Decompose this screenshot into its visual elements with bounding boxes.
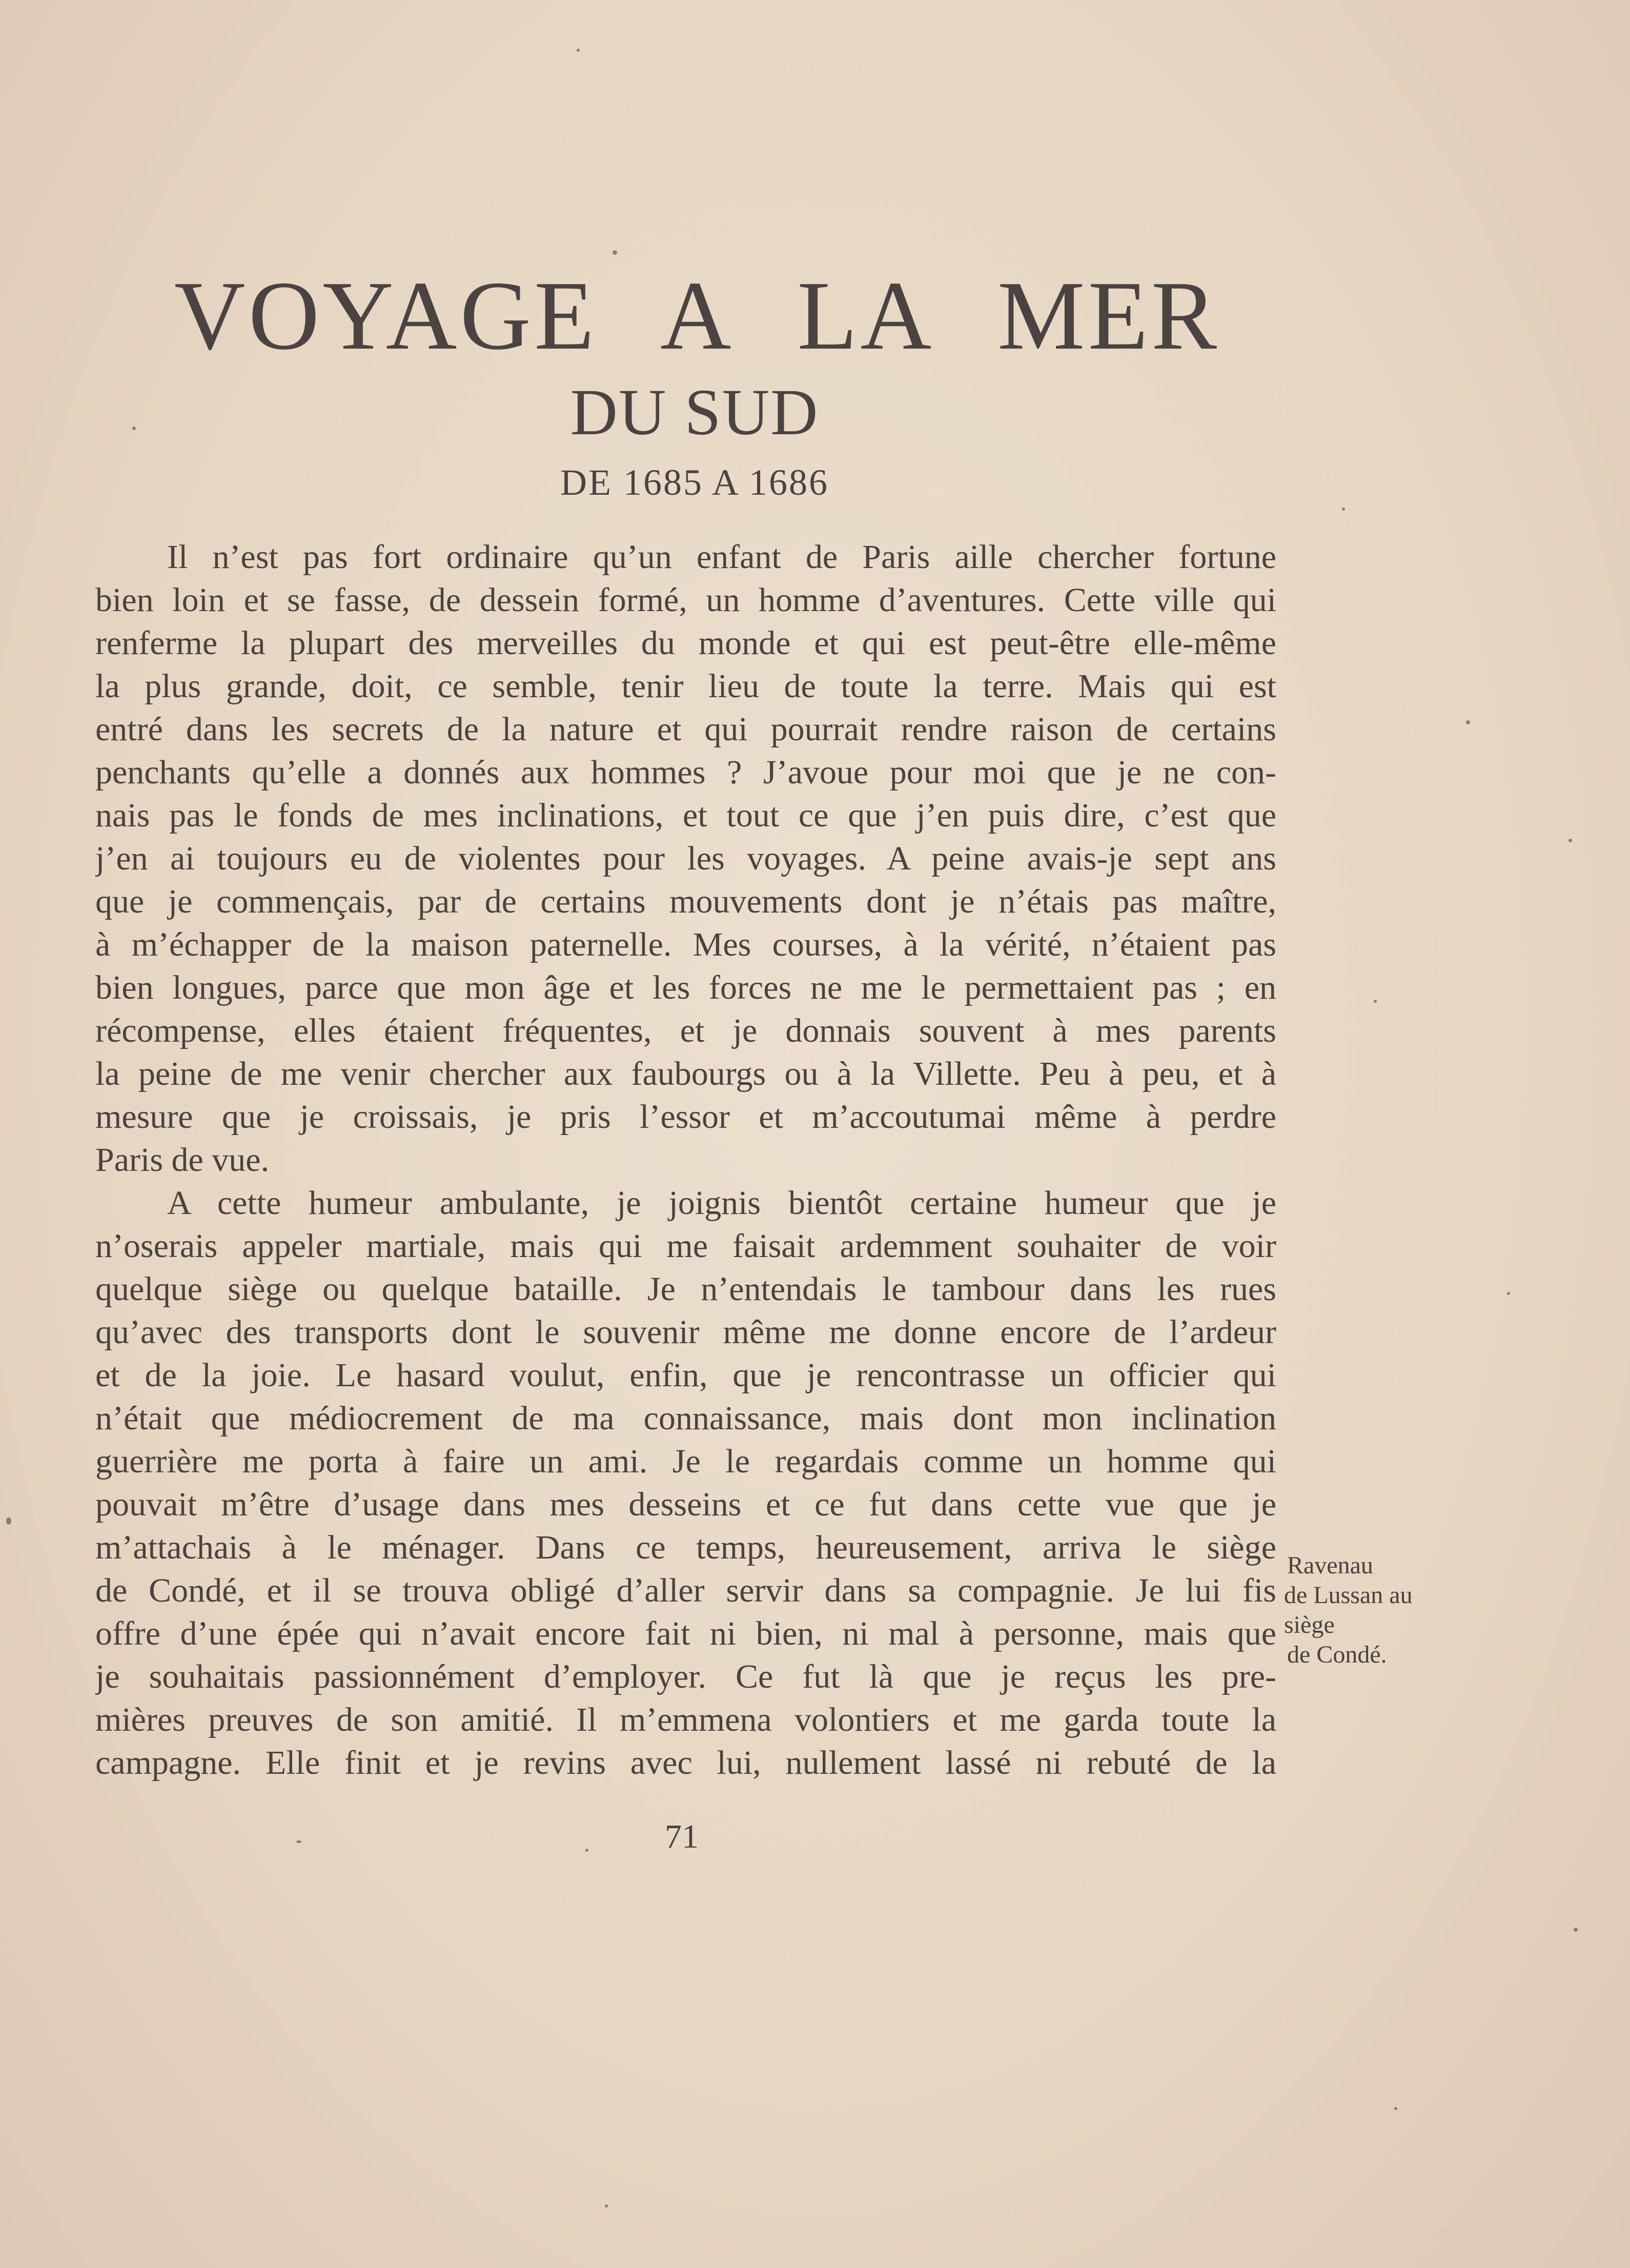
paper-speck [296, 1840, 301, 1843]
text-line: j’en ai toujours eu de violentes pour les voyages. A peine avais-je sept ans [95, 840, 1276, 877]
text-line: renferme la plupart des merveilles du monde et qui est peut-être elle-même [95, 624, 1276, 662]
text-line: entré dans les secrets de la nature et qui pourrait rendre raison de certains [95, 711, 1276, 748]
paper-speck [1374, 1000, 1377, 1003]
text-line: pouvait m’être d’usage dans mes desseins et ce fut dans cette vue que je [95, 1486, 1276, 1523]
text-line: et de la joie. Le hasard voulut, enfin, que je rencontrasse un officier qui [95, 1356, 1276, 1394]
paper-speck [613, 250, 617, 255]
text-line: Paris de vue. [95, 1141, 270, 1179]
chapter-dates: DE 1685 A 1686 [560, 462, 829, 503]
paper-speck [1574, 1928, 1578, 1932]
paper-speck [132, 427, 136, 430]
chapter-subtitle: DU SUD [570, 376, 819, 449]
text-line: mesure que je croissais, je pris l’essor et m’accoutumai même à perdre [95, 1098, 1276, 1136]
text-line: nais pas le fonds de mes inclinations, et tout ce que j’en puis dire, c’est que [95, 797, 1276, 834]
paper-speck [1507, 1292, 1510, 1295]
chapter-title: VOYAGE A LA MER [174, 261, 1220, 370]
text-line: récompense, elles étaient fréquentes, et je donnais souvent à mes parents [95, 1012, 1276, 1049]
text-line: je souhaitais passionnément d’employer. Ce fut là que je reçus les pre- [95, 1658, 1276, 1695]
margin-note [1284, 1551, 1489, 1670]
margin-note-line: de Condé. [1287, 1641, 1387, 1668]
text-line: m’attachais à le ménager. Dans ce temps, heureusement, arriva le siège [95, 1529, 1276, 1566]
paragraph-2 [95, 1182, 1276, 1785]
text-line: la peine de me venir chercher aux faubourgs ou à la Villette. Peu à peu, et à [95, 1055, 1276, 1092]
text-line: la plus grande, doit, ce semble, tenir lieu de toute la terre. Mais qui est [95, 667, 1276, 705]
page-number: 71 [665, 1818, 699, 1855]
text-line: à m’échapper de la maison paternelle. Mes courses, à la vérité, n’étaient pas [95, 926, 1276, 963]
text-line: campagne. Elle finit et je revins avec lui, nullement lassé ni rebuté de la [95, 1744, 1276, 1781]
body-text [95, 536, 1276, 1785]
text-line: bien loin et se fasse, de dessein formé, un homme d’aventures. Cette ville qui [95, 581, 1276, 619]
paper-speck [1466, 720, 1470, 724]
text-line: A cette humeur ambulante, je joignis bientôt certaine humeur que je [167, 1184, 1276, 1222]
paper-speck [6, 1517, 11, 1525]
text-line: n’était que médiocrement de ma connaissance, mais dont mon inclination [95, 1400, 1276, 1437]
paper-speck [1342, 508, 1345, 511]
text-line: de Condé, et il se trouva obligé d’aller servir dans sa compagnie. Je lui fis [95, 1572, 1276, 1609]
paragraph-1 [95, 536, 1276, 1182]
paper-speck [1394, 2107, 1397, 2110]
margin-note-line: siège [1284, 1611, 1335, 1638]
text-line: penchants qu’elle a donnés aux hommes ? J’avoue pour moi que je ne con- [95, 754, 1276, 791]
margin-note-line: de Lussan au [1284, 1582, 1413, 1609]
text-line: bien longues, parce que mon âge et les forces ne me le permettaient pas ; en [95, 969, 1276, 1006]
paper-speck [577, 49, 580, 52]
text-line: Il n’est pas fort ordinaire qu’un enfant de Paris aille chercher fortune [167, 538, 1276, 576]
text-line: quelque siège ou quelque bataille. Je n’entendais le tambour dans les rues [95, 1270, 1276, 1308]
paper-speck [605, 2204, 608, 2208]
margin-note-line: Ravenau [1287, 1552, 1373, 1579]
text-line: qu’avec des transports dont le souvenir même me donne encore de l’ardeur [95, 1313, 1276, 1351]
text-line: n’oserais appeler martiale, mais qui me faisait ardemment souhaiter de voir [95, 1227, 1276, 1265]
text-line: guerrière me porta à faire un ami. Je le regardais comme un homme qui [95, 1443, 1276, 1480]
paper-speck [1568, 839, 1572, 842]
text-line: offre d’une épée qui n’avait encore fait ni bien, ni mal à personne, mais que [95, 1615, 1276, 1652]
text-line: mières preuves de son amitié. Il m’emmena volontiers et me garda toute la [95, 1701, 1276, 1738]
paper-speck [585, 1849, 588, 1852]
text-line: que je commençais, par de certains mouvements dont je n’étais pas maître, [95, 883, 1276, 920]
